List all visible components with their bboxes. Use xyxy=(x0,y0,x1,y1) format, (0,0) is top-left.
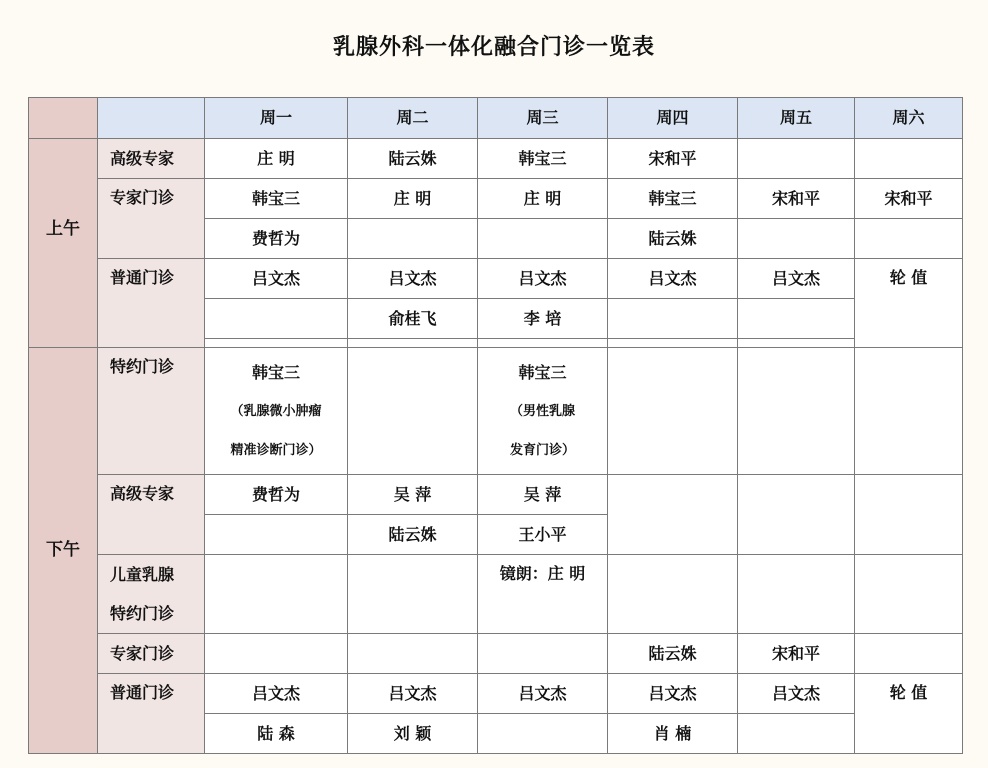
header-blank xyxy=(98,98,205,139)
cell xyxy=(608,555,738,634)
cell xyxy=(205,555,348,634)
cell xyxy=(738,139,855,179)
day-header-sat: 周六 xyxy=(855,98,963,139)
cell-line: 韩宝三 xyxy=(518,362,567,382)
header-row xyxy=(29,98,963,139)
cell xyxy=(478,339,608,348)
table-row xyxy=(29,555,963,634)
cell-line: （男性乳腺 xyxy=(509,403,575,419)
category-senior-expert: 高级专家 xyxy=(98,139,205,179)
cell xyxy=(205,634,348,674)
cell xyxy=(205,339,348,348)
cell: 吕文杰 xyxy=(205,259,348,299)
cell: 陆云姝 xyxy=(608,634,738,674)
cell: 吴 萍 xyxy=(348,475,478,515)
day-header-tue: 周二 xyxy=(348,98,478,139)
cell: 吕文杰 xyxy=(738,674,855,714)
table-row xyxy=(29,259,963,299)
category-special-clinic: 特约门诊 xyxy=(98,348,205,475)
cell xyxy=(478,634,608,674)
cell xyxy=(738,339,855,348)
period-afternoon: 下午 xyxy=(29,348,98,754)
cell: 李 培 xyxy=(478,299,608,339)
cell xyxy=(855,475,963,555)
cell: 庄 明 xyxy=(205,139,348,179)
category-line: 儿童乳腺 xyxy=(110,565,175,584)
cell-special-mon xyxy=(205,348,348,475)
cell: 韩宝三 xyxy=(608,179,738,219)
cell xyxy=(738,348,855,475)
cell xyxy=(348,634,478,674)
cell xyxy=(738,555,855,634)
cell xyxy=(738,299,855,339)
cell: 宋和平 xyxy=(608,139,738,179)
cell xyxy=(738,714,855,754)
cell: 陆云姝 xyxy=(608,219,738,259)
cell-line: 发育门诊） xyxy=(509,442,575,458)
cell: 王小平 xyxy=(478,515,608,555)
cell: 吕文杰 xyxy=(205,674,348,714)
cell: 肖 楠 xyxy=(608,714,738,754)
cell: 庄 明 xyxy=(348,179,478,219)
table-row xyxy=(29,674,963,714)
cell: 吴 萍 xyxy=(478,475,608,515)
cell xyxy=(855,348,963,475)
day-header-fri: 周五 xyxy=(738,98,855,139)
cell-special-wed xyxy=(478,348,608,475)
cell: 吕文杰 xyxy=(738,259,855,299)
cell: 俞桂飞 xyxy=(348,299,478,339)
schedule-table xyxy=(28,97,963,754)
cell-rotation: 轮 值 xyxy=(855,259,963,348)
cell xyxy=(738,219,855,259)
day-header-thu: 周四 xyxy=(608,98,738,139)
cell: 陆云姝 xyxy=(348,515,478,555)
day-header-mon: 周一 xyxy=(205,98,348,139)
cell: 宋和平 xyxy=(855,179,963,219)
cell: 韩宝三 xyxy=(205,179,348,219)
day-header-wed: 周三 xyxy=(478,98,608,139)
cell xyxy=(348,348,478,475)
cell xyxy=(855,219,963,259)
cell: 镜朗：庄 明 xyxy=(478,555,608,634)
cell: 庄 明 xyxy=(478,179,608,219)
cell xyxy=(478,714,608,754)
header-corner xyxy=(29,98,98,139)
cell-line: 精准诊断门诊） xyxy=(230,442,322,458)
period-morning: 上午 xyxy=(29,139,98,348)
cell xyxy=(205,515,348,555)
cell: 陆 森 xyxy=(205,714,348,754)
cell xyxy=(348,555,478,634)
cell: 韩宝三 xyxy=(478,139,608,179)
table-row xyxy=(29,139,963,179)
cell: 吕文杰 xyxy=(608,674,738,714)
cell xyxy=(855,634,963,674)
cell: 宋和平 xyxy=(738,634,855,674)
cell xyxy=(608,339,738,348)
table-row xyxy=(29,348,963,475)
cell xyxy=(478,219,608,259)
cell: 陆云姝 xyxy=(348,139,478,179)
table-row xyxy=(29,475,963,515)
cell: 刘 颖 xyxy=(348,714,478,754)
cell xyxy=(608,348,738,475)
cell-rotation: 轮 值 xyxy=(855,674,963,754)
category-line: 特约门诊 xyxy=(110,604,175,623)
category-expert-clinic: 专家门诊 xyxy=(98,179,205,259)
cell: 吕文杰 xyxy=(348,259,478,299)
cell xyxy=(608,475,738,555)
table-row xyxy=(29,634,963,674)
cell-line: （乳腺微小肿瘤 xyxy=(230,403,322,419)
cell xyxy=(348,339,478,348)
cell xyxy=(738,475,855,555)
cell: 吕文杰 xyxy=(478,259,608,299)
category-senior-expert-pm: 高级专家 xyxy=(98,475,205,555)
cell xyxy=(348,219,478,259)
cell: 吕文杰 xyxy=(478,674,608,714)
cell xyxy=(855,139,963,179)
cell: 吕文杰 xyxy=(608,259,738,299)
category-expert-clinic-pm: 专家门诊 xyxy=(98,634,205,674)
cell-line: 韩宝三 xyxy=(251,362,300,382)
cell: 费哲为 xyxy=(205,475,348,515)
cell xyxy=(205,299,348,339)
category-general-clinic: 普通门诊 xyxy=(98,259,205,348)
category-child-breast xyxy=(98,555,205,634)
table-row xyxy=(29,179,963,219)
cell xyxy=(608,299,738,339)
cell xyxy=(855,555,963,634)
category-general-clinic-pm: 普通门诊 xyxy=(98,674,205,754)
page-title: 乳腺外科一体化融合门诊一览表 xyxy=(332,35,655,60)
cell: 吕文杰 xyxy=(348,674,478,714)
cell: 宋和平 xyxy=(738,179,855,219)
cell: 费哲为 xyxy=(205,219,348,259)
